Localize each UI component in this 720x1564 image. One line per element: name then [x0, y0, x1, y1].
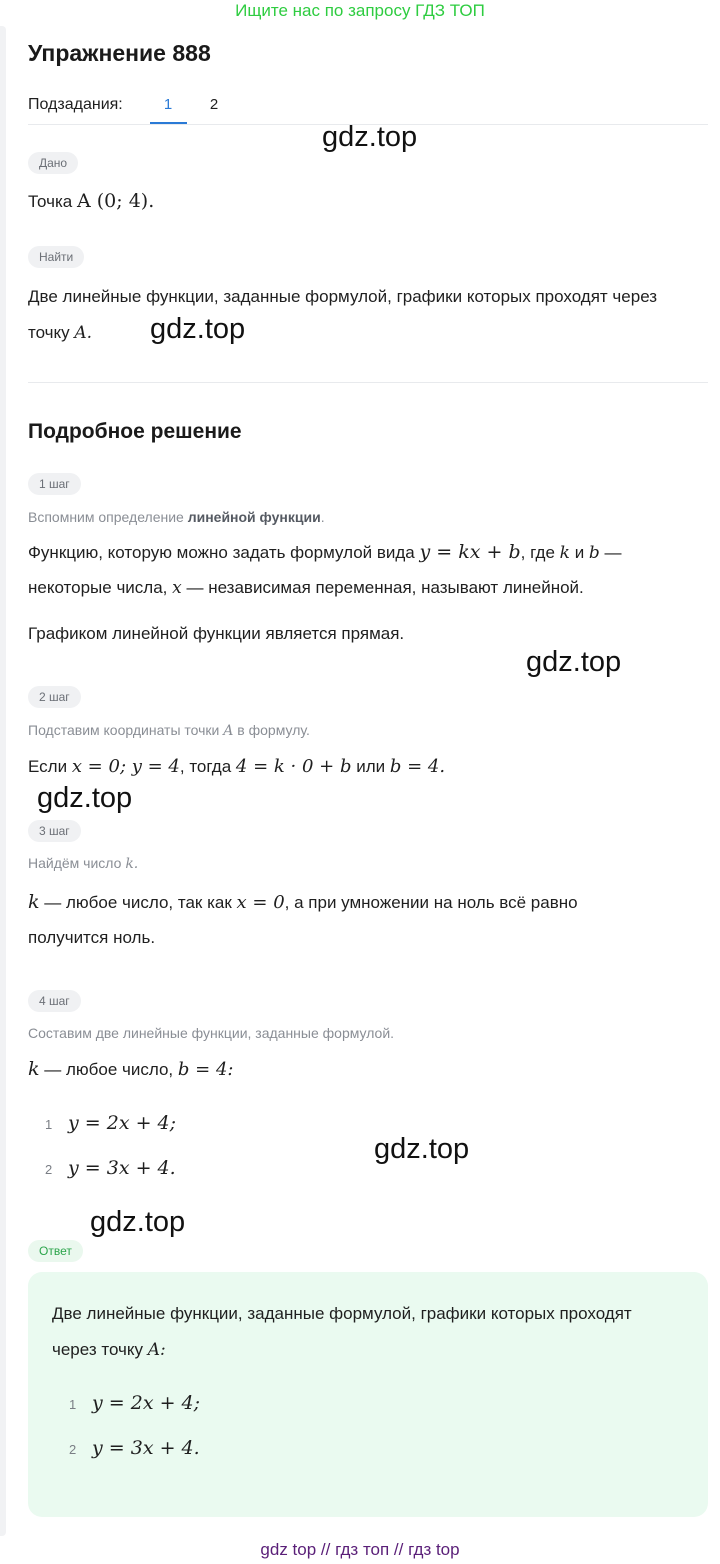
step-2-p-b: , тогда: [179, 757, 232, 776]
step-2-paragraph: [28, 756, 445, 778]
step-1-hint-bold: линейной функции: [187, 509, 321, 525]
step-1-p1-c: и: [574, 543, 585, 562]
answer-line-1: Две линейные функции, заданные формулой, графики которых проходят: [52, 1304, 632, 1323]
step-2-formula-1: x = 0; y = 4: [71, 756, 180, 777]
step-4-formula: b = 4:: [177, 1059, 234, 1080]
step-4-item-2-number: 2: [45, 1162, 53, 1177]
step-2-chip: 2 шаг: [28, 686, 81, 708]
step-1-hint-suffix: .: [320, 509, 325, 525]
left-rail: [0, 26, 6, 1536]
footer-links[interactable]: gdz top // гдз топ // гдз top: [260, 1540, 460, 1559]
top-banner[interactable]: Ищите нас по запросу ГДЗ ТОП: [235, 1, 485, 20]
given-chip: Дано: [28, 152, 78, 174]
step-1-paragraph-1-line-1: [28, 541, 622, 564]
step-3-chip: 3 шаг: [28, 820, 81, 842]
step-1-p1-formula: y = kx + b: [419, 541, 521, 563]
find-chip: Найти: [28, 246, 84, 268]
watermark: gdz.top: [526, 646, 622, 678]
step-4-p-a: — любое число,: [44, 1060, 174, 1079]
find-line-2-prefix: точку: [28, 323, 70, 342]
step-1-p1-a: Функцию, которую можно задать формулой вида: [28, 543, 415, 562]
find-line-1: Две линейные функции, заданные формулой, графики которых проходят через: [28, 287, 658, 306]
step-2-formula-3: b = 4.: [389, 756, 446, 777]
watermark: gdz.top: [150, 313, 246, 345]
step-3-paragraph-line-2: получится ноль.: [28, 928, 156, 947]
tab-subtask-1[interactable]: 1: [163, 96, 173, 113]
step-2-formula-2: 4 = k · 0 + b: [235, 756, 352, 777]
step-2-hint-var: A: [223, 723, 234, 739]
given-prefix: Точка: [28, 192, 73, 211]
step-1-hint: [28, 507, 325, 527]
step-1-p1-d: —: [604, 543, 622, 562]
page-title: Упражнение 888: [28, 40, 211, 66]
given-point: A (0; 4).: [77, 190, 155, 212]
step-3-k: k: [28, 891, 40, 913]
answer-item-2-number: 2: [69, 1442, 77, 1457]
step-1-p1-line2-a: некоторые числа,: [28, 578, 168, 597]
step-4-paragraph: [28, 1058, 233, 1081]
step-3-hint-var: k.: [125, 856, 139, 872]
watermark: gdz.top: [37, 782, 133, 814]
step-4-hint: Составим две линейные функции, заданные формулой.: [28, 1025, 395, 1041]
answer-item-1-number: 1: [69, 1397, 77, 1412]
answer-line-2: [52, 1339, 166, 1361]
step-2-hint-prefix: Подставим координаты точки: [28, 722, 220, 738]
step-1-paragraph-2: Графиком линейной функции является прямая.: [28, 624, 405, 643]
step-3-hint: [28, 853, 138, 874]
step-1-p1-x: x: [172, 578, 182, 598]
tab-subtask-2[interactable]: 2: [209, 96, 219, 113]
watermark: gdz.top: [374, 1133, 470, 1165]
step-3-p-b: , а при умножении на ноль всё равно: [284, 893, 578, 912]
step-3-hint-prefix: Найдём число: [28, 855, 122, 871]
step-2-hint-suffix: в формулу.: [237, 722, 310, 738]
step-1-p1-bvar: b: [588, 543, 600, 563]
step-1-p1-line2-b: — независимая переменная, называют линейной.: [186, 578, 584, 597]
step-1-hint-prefix: Вспомним определение: [28, 509, 184, 525]
step-1-paragraph-1-line-2: [28, 577, 584, 599]
answer-item-2-formula: y = 3x + 4.: [92, 1437, 200, 1459]
step-3-p-a: — любое число, так как: [44, 893, 232, 912]
step-4-k: k: [28, 1058, 40, 1080]
step-3-formula: x = 0: [236, 892, 285, 913]
solution-title: Подробное решение: [28, 420, 242, 443]
given-text: [28, 190, 154, 213]
step-4-item-1-formula: y = 2x + 4;: [68, 1112, 177, 1134]
watermark: gdz.top: [322, 121, 418, 153]
step-2-p-c: или: [356, 757, 386, 776]
step-1-p1-b: , где: [520, 543, 555, 562]
step-1-chip: 1 шаг: [28, 473, 81, 495]
find-var: A.: [74, 323, 93, 343]
step-2-p-a: Если: [28, 757, 68, 776]
step-2-hint: [28, 720, 310, 741]
step-4-item-1-number: 1: [45, 1117, 53, 1132]
step-4-chip: 4 шаг: [28, 990, 81, 1012]
answer-chip: Ответ: [28, 1240, 83, 1262]
section-divider: [28, 382, 708, 383]
step-4-item-2-formula: y = 3x + 4.: [68, 1157, 176, 1179]
answer-line-2-prefix: через точку: [52, 1340, 144, 1359]
find-line-2: [28, 322, 92, 344]
answer-item-1-formula: y = 2x + 4;: [92, 1392, 201, 1414]
step-1-p1-k: k: [559, 543, 570, 563]
subtasks-label: Подзадания:: [28, 96, 123, 113]
watermark: gdz.top: [90, 1206, 186, 1238]
step-3-paragraph-line-1: [28, 891, 578, 914]
answer-var: A:: [147, 1340, 166, 1360]
